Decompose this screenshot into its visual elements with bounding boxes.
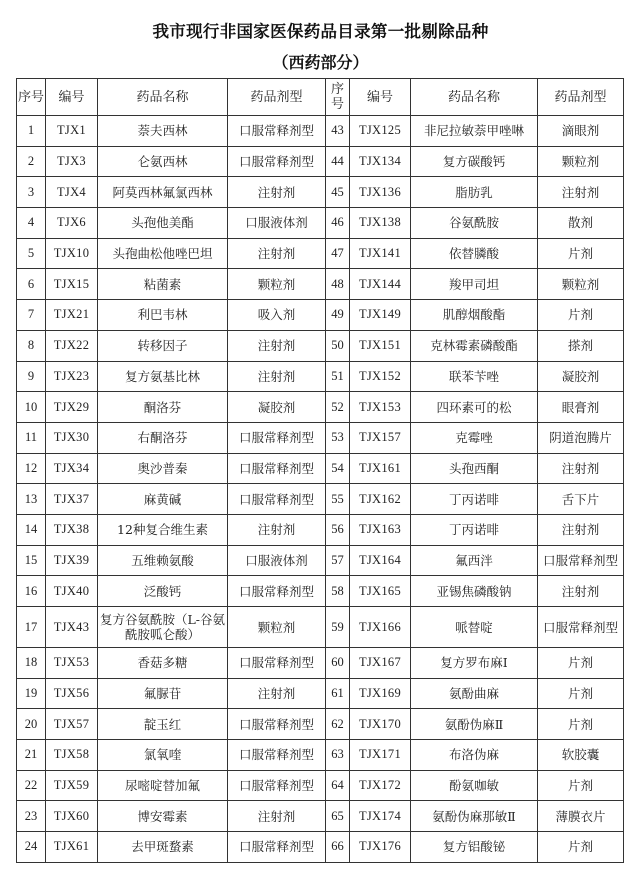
- cell-right-seq: 50: [326, 330, 350, 361]
- cell-left-form: 注射剂: [228, 330, 326, 361]
- cell-right-seq: 61: [326, 678, 350, 709]
- cell-left-form: 口服常释剂型: [228, 709, 326, 740]
- cell-left-seq: 6: [17, 269, 46, 300]
- cell-left-seq: 23: [17, 801, 46, 832]
- cell-left-code: TJX10: [46, 238, 98, 269]
- cell-left-code: TJX3: [46, 146, 98, 177]
- cell-left-form: 口服常释剂型: [228, 770, 326, 801]
- cell-right-seq: 58: [326, 576, 350, 607]
- cell-right-name: 酚氨咖敏: [411, 770, 538, 801]
- cell-left-name: 氯氧喹: [98, 740, 228, 771]
- table-row: [17, 648, 624, 679]
- cell-right-name: 布洛伪麻: [411, 740, 538, 771]
- cell-left-name: 头孢曲松他唑巴坦: [98, 238, 228, 269]
- cell-right-name: 克林霉素磷酸酯: [411, 330, 538, 361]
- cell-right-code: TJX166: [350, 607, 411, 648]
- cell-right-seq: 63: [326, 740, 350, 771]
- cell-right-code: TJX152: [350, 361, 411, 392]
- cell-right-form: 片剂: [538, 238, 624, 269]
- cell-right-form: 片剂: [538, 678, 624, 709]
- cell-left-form: 注射剂: [228, 678, 326, 709]
- cell-left-name: 头孢他美酯: [98, 208, 228, 239]
- cell-right-name: 依替膦酸: [411, 238, 538, 269]
- cell-left-seq: 8: [17, 330, 46, 361]
- cell-left-seq: 14: [17, 514, 46, 545]
- cell-left-name: 五维赖氨酸: [98, 545, 228, 576]
- table-row: [17, 177, 624, 208]
- cell-left-seq: 3: [17, 177, 46, 208]
- cell-left-name: 麻黄碱: [98, 484, 228, 515]
- cell-right-seq: 54: [326, 453, 350, 484]
- cell-right-form: 口服常释剂型: [538, 607, 624, 648]
- cell-left-name: 利巴韦林: [98, 300, 228, 331]
- table-row: [17, 116, 624, 147]
- cell-left-name: 去甲斑蝥素: [98, 832, 228, 863]
- table-row: [17, 422, 624, 453]
- cell-left-code: TJX43: [46, 607, 98, 648]
- cell-left-form: 口服液体剂: [228, 208, 326, 239]
- cell-right-code: TJX167: [350, 648, 411, 679]
- table-row: [17, 392, 624, 423]
- cell-right-name: 哌替啶: [411, 607, 538, 648]
- cell-right-form: 注射剂: [538, 514, 624, 545]
- cell-right-seq: 57: [326, 545, 350, 576]
- cell-right-seq: 60: [326, 648, 350, 679]
- cell-right-seq: 65: [326, 801, 350, 832]
- cell-left-form: 注射剂: [228, 361, 326, 392]
- cell-right-form: 眼膏剂: [538, 392, 624, 423]
- cell-left-form: 颗粒剂: [228, 607, 326, 648]
- cell-left-code: TJX6: [46, 208, 98, 239]
- cell-right-form: 滴眼剂: [538, 116, 624, 147]
- cell-left-form: 口服常释剂型: [228, 832, 326, 863]
- cell-right-name: 复方碳酸钙: [411, 146, 538, 177]
- cell-right-seq: 53: [326, 422, 350, 453]
- cell-left-seq: 16: [17, 576, 46, 607]
- cell-right-name: 联苯苄唑: [411, 361, 538, 392]
- table-row: [17, 208, 624, 239]
- cell-left-seq: 5: [17, 238, 46, 269]
- cell-left-seq: 20: [17, 709, 46, 740]
- cell-right-code: TJX136: [350, 177, 411, 208]
- cell-left-form: 注射剂: [228, 801, 326, 832]
- cell-right-code: TJX163: [350, 514, 411, 545]
- cell-right-code: TJX141: [350, 238, 411, 269]
- cell-left-seq: 15: [17, 545, 46, 576]
- drug-table: [16, 78, 624, 863]
- cell-right-name: 丁丙诺啡: [411, 514, 538, 545]
- cell-left-code: TJX61: [46, 832, 98, 863]
- cell-left-form: 吸入剂: [228, 300, 326, 331]
- cell-right-seq: 52: [326, 392, 350, 423]
- cell-left-code: TJX29: [46, 392, 98, 423]
- cell-right-seq: 46: [326, 208, 350, 239]
- table-row: [17, 453, 624, 484]
- cell-left-name: 氟脲苷: [98, 678, 228, 709]
- cell-left-seq: 10: [17, 392, 46, 423]
- document-subtitle: （西药部分）: [272, 53, 369, 72]
- cell-left-form: 口服常释剂型: [228, 740, 326, 771]
- cell-right-code: TJX138: [350, 208, 411, 239]
- cell-right-seq: 45: [326, 177, 350, 208]
- cell-left-name: 复方氨基比林: [98, 361, 228, 392]
- cell-left-form: 注射剂: [228, 177, 326, 208]
- cell-right-code: TJX162: [350, 484, 411, 515]
- cell-left-seq: 22: [17, 770, 46, 801]
- cell-left-code: TJX40: [46, 576, 98, 607]
- cell-left-name: 靛玉红: [98, 709, 228, 740]
- cell-right-seq: 64: [326, 770, 350, 801]
- cell-right-name: 氨酚伪麻Ⅱ: [411, 709, 538, 740]
- cell-right-form: 片剂: [538, 770, 624, 801]
- table-row: [17, 545, 624, 576]
- cell-right-seq: 44: [326, 146, 350, 177]
- cell-right-name: 谷氨酰胺: [411, 208, 538, 239]
- cell-right-name: 丁丙诺啡: [411, 484, 538, 515]
- cell-right-seq: 55: [326, 484, 350, 515]
- cell-right-form: 凝胶剂: [538, 361, 624, 392]
- cell-left-seq: 12: [17, 453, 46, 484]
- cell-left-form: 口服液体剂: [228, 545, 326, 576]
- cell-right-name: 亚锡焦磷酸钠: [411, 576, 538, 607]
- header-name-left: 药品名称: [98, 79, 228, 116]
- cell-left-form: 口服常释剂型: [228, 116, 326, 147]
- cell-left-form: 口服常释剂型: [228, 576, 326, 607]
- cell-right-form: 注射剂: [538, 576, 624, 607]
- table-row: [17, 607, 624, 648]
- table-row: [17, 678, 624, 709]
- cell-right-seq: 51: [326, 361, 350, 392]
- cell-right-name: 氨酚曲麻: [411, 678, 538, 709]
- cell-left-code: TJX37: [46, 484, 98, 515]
- header-code-left: 编号: [46, 79, 98, 116]
- cell-right-code: TJX157: [350, 422, 411, 453]
- cell-left-name: 复方谷氨酰胺（L-谷氨酰胺呱仑酸）: [98, 607, 228, 648]
- cell-left-code: TJX39: [46, 545, 98, 576]
- cell-right-form: 舌下片: [538, 484, 624, 515]
- cell-left-seq: 11: [17, 422, 46, 453]
- header-seq-left: 序号: [17, 79, 46, 116]
- table-row: [17, 330, 624, 361]
- cell-left-seq: 7: [17, 300, 46, 331]
- header-form-left: 药品剂型: [228, 79, 326, 116]
- cell-right-form: 片剂: [538, 832, 624, 863]
- cell-right-form: 注射剂: [538, 453, 624, 484]
- cell-left-code: TJX15: [46, 269, 98, 300]
- table-row: [17, 740, 624, 771]
- cell-left-name: 右酮洛芬: [98, 422, 228, 453]
- cell-left-name: 萘夫西林: [98, 116, 228, 147]
- cell-right-name: 四环素可的松: [411, 392, 538, 423]
- cell-left-name: 粘菌素: [98, 269, 228, 300]
- cell-right-name: 非尼拉敏萘甲唑啉: [411, 116, 538, 147]
- cell-left-name: 泛酸钙: [98, 576, 228, 607]
- cell-right-seq: 43: [326, 116, 350, 147]
- cell-right-seq: 62: [326, 709, 350, 740]
- cell-left-name: 香菇多糖: [98, 648, 228, 679]
- cell-right-code: TJX161: [350, 453, 411, 484]
- table-row: [17, 238, 624, 269]
- cell-left-code: TJX59: [46, 770, 98, 801]
- table-row: [17, 514, 624, 545]
- cell-right-name: 氨酚伪麻那敏Ⅱ: [411, 801, 538, 832]
- cell-left-seq: 1: [17, 116, 46, 147]
- cell-right-form: 搽剂: [538, 330, 624, 361]
- cell-right-form: 颗粒剂: [538, 146, 624, 177]
- cell-left-form: 颗粒剂: [228, 269, 326, 300]
- cell-right-name: 头孢西酮: [411, 453, 538, 484]
- cell-left-name: 仑氨西林: [98, 146, 228, 177]
- cell-left-code: TJX21: [46, 300, 98, 331]
- cell-right-code: TJX144: [350, 269, 411, 300]
- cell-right-name: 克霉唑: [411, 422, 538, 453]
- cell-left-seq: 24: [17, 832, 46, 863]
- cell-left-form: 注射剂: [228, 238, 326, 269]
- cell-left-name: 转移因子: [98, 330, 228, 361]
- cell-right-code: TJX172: [350, 770, 411, 801]
- cell-left-code: TJX1: [46, 116, 98, 147]
- cell-left-code: TJX23: [46, 361, 98, 392]
- cell-right-code: TJX174: [350, 801, 411, 832]
- cell-left-code: TJX58: [46, 740, 98, 771]
- cell-right-code: TJX176: [350, 832, 411, 863]
- cell-right-name: 氟西泮: [411, 545, 538, 576]
- cell-left-code: TJX38: [46, 514, 98, 545]
- cell-left-seq: 13: [17, 484, 46, 515]
- cell-right-code: TJX164: [350, 545, 411, 576]
- cell-right-code: TJX149: [350, 300, 411, 331]
- table-row: [17, 484, 624, 515]
- cell-left-form: 口服常释剂型: [228, 453, 326, 484]
- table-row: [17, 300, 624, 331]
- cell-left-code: TJX57: [46, 709, 98, 740]
- cell-left-seq: 4: [17, 208, 46, 239]
- cell-right-name: 复方罗布麻Ⅰ: [411, 648, 538, 679]
- cell-left-seq: 17: [17, 607, 46, 648]
- cell-right-seq: 59: [326, 607, 350, 648]
- cell-left-form: 口服常释剂型: [228, 146, 326, 177]
- cell-right-code: TJX169: [350, 678, 411, 709]
- cell-left-name: 酮洛芬: [98, 392, 228, 423]
- cell-left-code: TJX53: [46, 648, 98, 679]
- cell-right-form: 阴道泡腾片: [538, 422, 624, 453]
- cell-left-name: 尿嘧啶替加氟: [98, 770, 228, 801]
- cell-left-name: 阿莫西林氟氯西林: [98, 177, 228, 208]
- table-body: [17, 116, 624, 863]
- cell-left-form: 凝胶剂: [228, 392, 326, 423]
- cell-right-name: 复方铝酸铋: [411, 832, 538, 863]
- cell-right-name: 脂肪乳: [411, 177, 538, 208]
- cell-right-form: 注射剂: [538, 177, 624, 208]
- cell-left-code: TJX34: [46, 453, 98, 484]
- cell-right-name: 羧甲司坦: [411, 269, 538, 300]
- cell-left-seq: 9: [17, 361, 46, 392]
- cell-left-form: 口服常释剂型: [228, 648, 326, 679]
- cell-left-code: TJX60: [46, 801, 98, 832]
- cell-left-seq: 19: [17, 678, 46, 709]
- table-row: [17, 146, 624, 177]
- cell-right-code: TJX125: [350, 116, 411, 147]
- cell-right-form: 散剂: [538, 208, 624, 239]
- cell-left-form: 口服常释剂型: [228, 422, 326, 453]
- cell-right-name: 肌醇烟酸酯: [411, 300, 538, 331]
- table-row: [17, 361, 624, 392]
- cell-left-code: TJX22: [46, 330, 98, 361]
- cell-left-seq: 2: [17, 146, 46, 177]
- cell-right-seq: 56: [326, 514, 350, 545]
- cell-right-seq: 49: [326, 300, 350, 331]
- document-title: 我市现行非国家医保药品目录第一批剔除品种: [152, 22, 489, 41]
- cell-left-code: TJX4: [46, 177, 98, 208]
- table-row: [17, 269, 624, 300]
- cell-left-code: TJX30: [46, 422, 98, 453]
- cell-left-seq: 18: [17, 648, 46, 679]
- table-row: [17, 770, 624, 801]
- cell-right-code: TJX170: [350, 709, 411, 740]
- cell-right-form: 软胶囊: [538, 740, 624, 771]
- cell-right-form: 片剂: [538, 709, 624, 740]
- cell-right-form: 片剂: [538, 300, 624, 331]
- cell-left-form: 口服常释剂型: [228, 484, 326, 515]
- cell-right-seq: 47: [326, 238, 350, 269]
- cell-right-code: TJX134: [350, 146, 411, 177]
- cell-right-seq: 66: [326, 832, 350, 863]
- cell-left-name: 12种复合维生素: [98, 514, 228, 545]
- table-row: [17, 801, 624, 832]
- cell-left-code: TJX56: [46, 678, 98, 709]
- header-code-right: 编号: [350, 79, 411, 116]
- cell-right-code: TJX153: [350, 392, 411, 423]
- cell-right-seq: 48: [326, 269, 350, 300]
- table-row: [17, 709, 624, 740]
- table-row: [17, 832, 624, 863]
- cell-left-name: 博安霉素: [98, 801, 228, 832]
- cell-left-form: 注射剂: [228, 514, 326, 545]
- header-name-right: 药品名称: [411, 79, 538, 116]
- cell-left-name: 奥沙普秦: [98, 453, 228, 484]
- cell-right-form: 颗粒剂: [538, 269, 624, 300]
- cell-right-form: 薄膜衣片: [538, 801, 624, 832]
- cell-right-code: TJX151: [350, 330, 411, 361]
- cell-right-code: TJX165: [350, 576, 411, 607]
- cell-right-form: 片剂: [538, 648, 624, 679]
- header-form-right: 药品剂型: [538, 79, 624, 116]
- table-header-row: [17, 79, 624, 116]
- cell-right-form: 口服常释剂型: [538, 545, 624, 576]
- header-seq-right: 序号: [326, 79, 350, 116]
- table-row: [17, 576, 624, 607]
- cell-right-code: TJX171: [350, 740, 411, 771]
- cell-left-seq: 21: [17, 740, 46, 771]
